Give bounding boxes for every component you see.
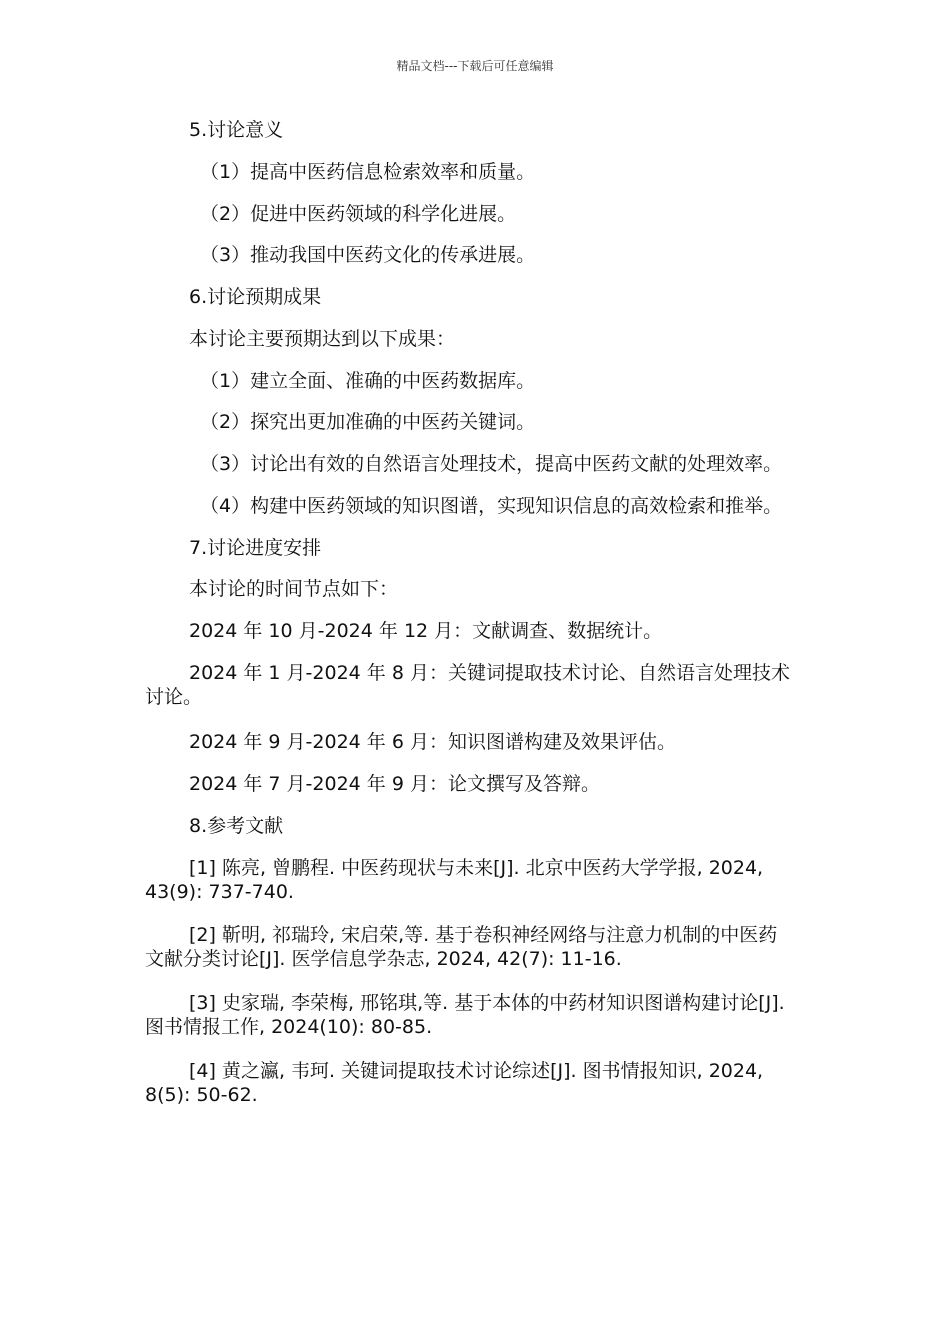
section-7-intro: 本讨论的时间节点如下：	[189, 578, 399, 600]
section-7-title: 7.讨论进度安排	[189, 537, 322, 559]
list-item: （1）提高中医药信息检索效率和质量。	[200, 161, 536, 183]
reference-item: [2] 靳明, 祁瑞玲, 宋启荣,等. 基于卷积神经网络与注意力机制的中医药文献分类讨论[J]. 医学信息学杂志, 2024, 42(7): 11-16.	[145, 924, 778, 970]
section-8-title: 8.参考文献	[189, 815, 284, 837]
schedule-item: 2024 年 7 月-2024 年 9 月：论文撰写及答辩。	[189, 773, 600, 795]
schedule-item: 2024 年 9 月-2024 年 6 月：知识图谱构建及效果评估。	[189, 731, 676, 753]
section-6-title: 6.讨论预期成果	[189, 286, 322, 308]
list-item: （1）建立全面、准确的中医药数据库。	[200, 370, 536, 392]
list-item: （3）讨论出有效的自然语言处理技术，提高中医药文献的处理效率。	[200, 453, 783, 475]
schedule-item: 2024 年 10 月-2024 年 12 月：文献调查、数据统计。	[189, 620, 663, 642]
reference-item: [4] 黄之瀛, 韦珂. 关键词提取技术讨论综述[J]. 图书情报知识, 2024, 8(5): 50-62.	[145, 1060, 764, 1106]
list-item: （2）探究出更加准确的中医药关键词。	[200, 411, 536, 433]
schedule-item: 2024 年 1 月-2024 年 8 月：关键词提取技术讨论、自然语言处理技术讨论。	[145, 662, 790, 708]
list-item: （2）促进中医药领域的科学化进展。	[200, 203, 517, 225]
section-5-title: 5.讨论意义	[189, 119, 284, 141]
list-item: （4）构建中医药领域的知识图谱，实现知识信息的高效检索和推举。	[200, 495, 783, 517]
page-header: 精品文档---下载后可任意编辑	[396, 59, 554, 73]
reference-item: [3] 史家瑞, 李荣梅, 邢铭琪,等. 基于本体的中药材知识图谱构建讨论[J]. 图书情报工作, 2024(10): 80-85.	[145, 992, 785, 1038]
list-item: （3）推动我国中医药文化的传承进展。	[200, 244, 536, 266]
section-6-intro: 本讨论主要预期达到以下成果：	[189, 328, 456, 350]
reference-item: [1] 陈亮, 曾鹏程. 中医药现状与未来[J]. 北京中医药大学学报, 2024, 43(9): 737-740.	[145, 857, 764, 903]
